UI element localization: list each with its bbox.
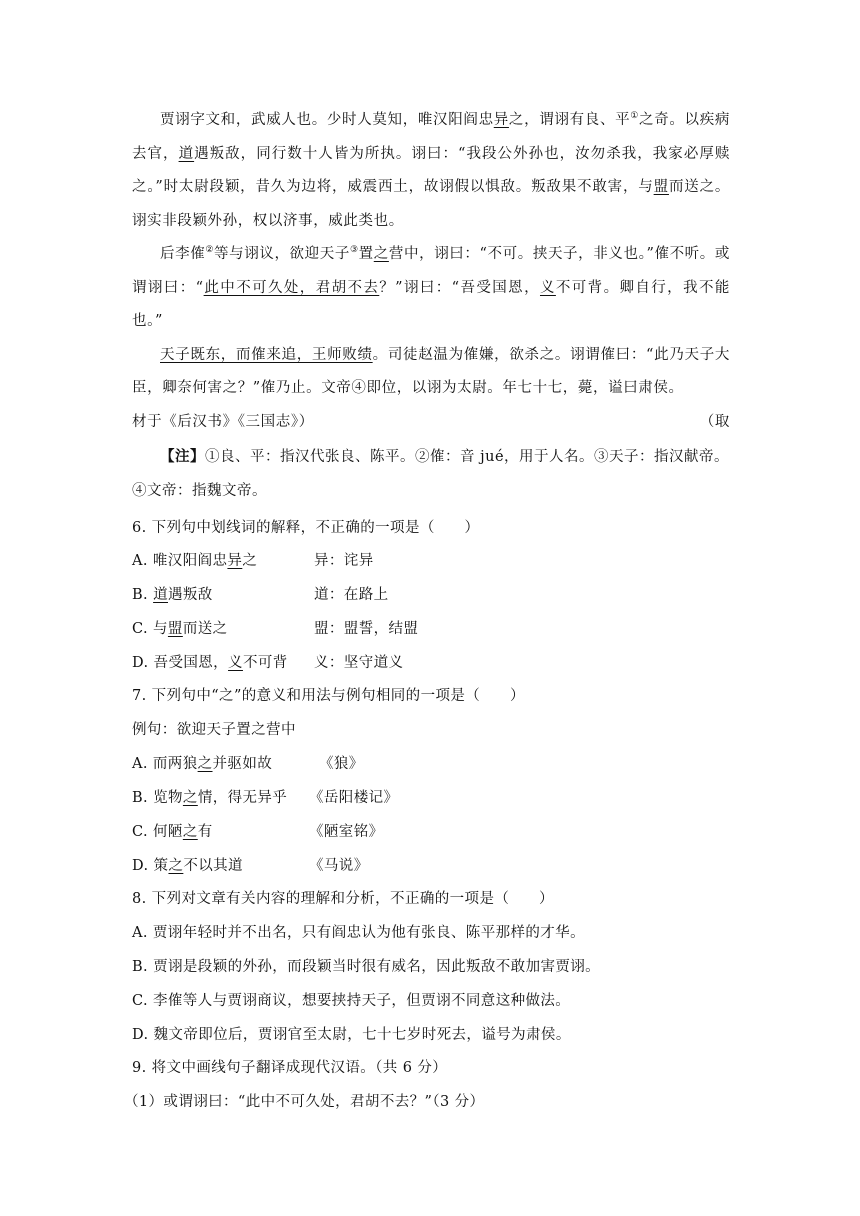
source-citation: 材于《后汉书》《三国志》）	[132, 413, 314, 430]
option-label: D.	[132, 858, 149, 874]
text-run: 不可背	[242, 655, 288, 671]
underlined-word: 道	[153, 587, 168, 603]
text-run: 之奇。以疾病去官，	[132, 112, 730, 162]
underlined-word: 之	[182, 824, 198, 840]
question-6-option-d	[132, 653, 732, 673]
passage-paragraph-2	[132, 238, 730, 339]
notes-label: 【注】	[160, 448, 205, 465]
option-source: 《狼》	[319, 756, 364, 772]
text-run: 之	[242, 553, 258, 569]
question-9-sub-1: （1）或谓诩曰：“此中不可久处，君胡不去？”（3 分）	[124, 1094, 485, 1110]
text-run: ？”诩曰：“吾受国恩，	[379, 279, 540, 296]
question-8-option-b: B. 贾诩是段颖的外孙，而段颖当时很有威名，因此叛敌不敢加害贾诩。	[132, 959, 601, 975]
text-run: 等与诩议，欲迎天子	[214, 246, 350, 262]
text-run: 不以其道	[183, 858, 243, 874]
text-run: 贾诩字文和，武威人也。少时人莫知，唯汉阳阎忠	[160, 112, 494, 128]
passage-paragraph-1	[132, 104, 730, 238]
underlined-word: 盟	[653, 179, 669, 195]
underlined-word: 义	[539, 279, 556, 296]
question-7-stem: 7. 下列句中“之”的意义和用法与例句相同的一项是（ ）	[132, 688, 525, 704]
underlined-sentence: 此中不可久处，君胡不去	[203, 279, 380, 296]
question-8-option-a: A. 贾诩年轻时并不出名，只有阎忠认为他有张良、陈平那样的才华。	[132, 925, 585, 941]
underlined-word: 之	[168, 858, 184, 874]
underlined-word: 盟	[167, 621, 183, 637]
underlined-word: 之	[373, 246, 389, 262]
question-7-option-d	[132, 856, 732, 876]
question-6-option-c	[132, 619, 732, 639]
text-run: 之，谓诩有良、平	[508, 112, 631, 128]
question-8-option-c: C. 李傕等人与贾诩商议，想要挟持天子，但贾诩不同意这种做法。	[132, 993, 571, 1009]
question-7-example: 例句：欲迎天子置之营中	[132, 722, 296, 738]
text-run: 吾受国恩，	[153, 655, 229, 671]
question-6-stem: 6. 下列句中划线词的解释，不正确的一项是（ ）	[132, 520, 480, 536]
question-8-stem: 8. 下列对文章有关内容的理解和分析，不正确的一项是（ ）	[132, 891, 554, 907]
text-run: 营中，诩曰：“不可。挟天子，非义也。”傕不听。或谓诩曰：“	[132, 246, 730, 296]
footnote-marker: ②	[205, 245, 215, 256]
text-run: 并驱如故	[212, 756, 273, 772]
option-source: 《岳阳楼记》	[309, 790, 399, 806]
underlined-word: 之	[197, 756, 213, 772]
text-run: 而送之	[182, 621, 228, 637]
classical-passage	[132, 104, 730, 439]
text-run: 不可背。卿自行，我不能也。”	[132, 279, 730, 329]
option-gloss: 异：诧异	[314, 553, 374, 569]
text-run: 有	[197, 824, 213, 840]
passage-paragraph-3	[132, 339, 730, 440]
option-label: A.	[132, 756, 148, 772]
option-source: 《马说》	[309, 858, 369, 874]
question-6-option-a	[132, 551, 732, 571]
source-citation: （取	[699, 413, 730, 430]
option-label: B.	[132, 790, 149, 806]
text-run: 遇叛敌，同行数十人皆为所执。诩曰：“我段公外孙也，汝勿杀我，我家必厚赎之。”时太尉段颖，昔久为边将，威震西土，故诩假以惧敌。叛敌果不敢害，与	[132, 145, 730, 195]
option-gloss: 道：在路上	[314, 587, 389, 603]
text-run: 唯汉阳阎忠	[152, 553, 228, 569]
text-run: 情，得无异乎	[197, 790, 288, 806]
footnote-marker: ③	[349, 245, 359, 256]
text-run: 而送之。诩实非段颖外孙，权以济事，威此类也。	[132, 179, 730, 229]
footnotes	[132, 440, 732, 508]
question-6-option-b	[132, 585, 732, 605]
underlined-word: 异	[227, 553, 243, 569]
text-run: 置	[358, 246, 374, 262]
option-label: D.	[132, 655, 149, 671]
text-run: 而两狼	[152, 756, 198, 772]
underlined-word: 异	[493, 112, 509, 128]
option-gloss: 义：坚守道义	[314, 655, 404, 671]
text-run: 后李傕	[160, 246, 206, 262]
notes-text: ①良、平：指汉代张良、陈平。②傕：音 jué，用于人名。③天子：指汉献帝。	[205, 449, 730, 465]
text-run: 与	[153, 621, 168, 637]
text-run: 。司徒赵温为傕嫌，欲杀之。诩谓傕曰：“此乃天子大臣，卿奈何害之？”傕乃止。文帝④即位，以诩为太尉。年七十七，薨，谥曰肃侯。	[132, 346, 730, 396]
question-9-stem: 9. 将文中画线句子翻译成现代汉语。（共 6 分）	[132, 1060, 448, 1076]
underlined-sentence: 天子既东，而傕来追，王师败绩	[160, 346, 373, 363]
option-label: C.	[132, 824, 148, 840]
underlined-word: 道	[178, 145, 195, 162]
question-7-option-a	[132, 754, 732, 774]
option-source: 《陋室铭》	[309, 824, 384, 840]
question-7-option-b	[132, 788, 732, 808]
option-label: C.	[132, 621, 148, 637]
option-label: B.	[132, 587, 149, 603]
text-run: 何陋	[153, 824, 183, 840]
underlined-word: 之	[182, 790, 198, 806]
question-7-option-c	[132, 822, 732, 842]
underlined-word: 义	[228, 655, 243, 671]
text-run: 览物	[153, 790, 183, 806]
option-gloss: 盟：盟誓，结盟	[314, 621, 419, 637]
option-label: A.	[132, 553, 148, 569]
text-run: 遇叛敌	[168, 587, 213, 603]
footnote-marker: ①	[630, 111, 640, 122]
text-run: 策	[153, 858, 169, 874]
question-8-option-d: D. 魏文帝即位后，贾诩官至太尉，七十七岁时死去，谥号为肃侯。	[132, 1027, 571, 1043]
notes-text: ④文帝：指魏文帝。	[132, 482, 267, 499]
